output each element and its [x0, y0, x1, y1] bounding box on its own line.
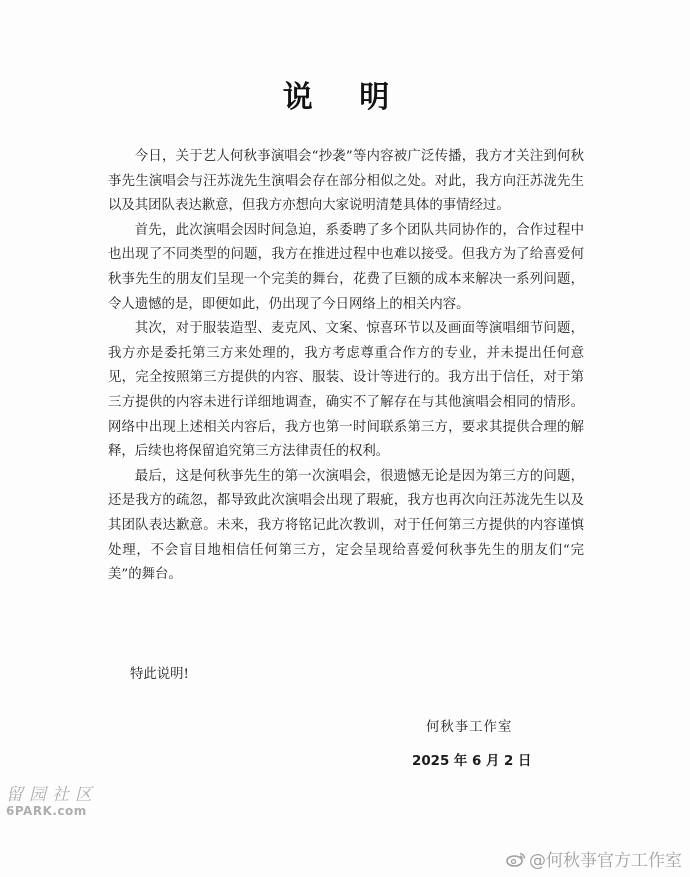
paragraph-2: 首先，此次演唱会因时间急迫，系委聘了多个团队共同协作的，合作过程中也出现了不同类型的问题，我方在推进过程中也难以接受。但我方为了给喜爱何秋亊先生的朋友们呈现一个完美的舞台，花费了巨额的成本来解决一系列问题，令人遗憾的是，即便如此，仍出现了今日网络上的相关内容。	[108, 222, 584, 312]
document-title: 说 明	[282, 80, 408, 115]
watermark-right-text: @何秋亊官方工作室	[529, 851, 682, 871]
signature-date: 2025 年 6 月 2 日	[412, 754, 532, 769]
paragraph-3: 其次，对于服装造型、麦克风、文案、惊喜环节以及画面等演唱细节问题，我方亦是委托第三方来处理的，我方考虑尊重合作方的专业，并未提出任何意见，完全按照第三方提供的内容、服装、设计等进行的。我方出于信任，对于第三方提供的内容未进行详细地调查，确实不了解存在与其他演唱会相同的情形。网络中出现上述相关内容后，我方也第一时间联系第三方，要求其提供合理的解释，后续也将保留追究第三方法律责任的权利。	[108, 321, 584, 460]
signature-organization: 何秋亊工作室	[426, 720, 513, 735]
watermark-left-en: 6PARK.com	[6, 804, 87, 818]
weibo-icon	[506, 851, 526, 867]
paragraph-1: 今日，关于艺人何秋亊演唱会“抄袭”等内容被广泛传播，我方才关注到何秋亊先生演唱会与汪苏泷先生演唱会存在部分相似之处。对此，我方向汪苏泷先生以及其团队表达歉意，但我方亦想向大家说明清楚具体的事情经过。	[108, 149, 584, 214]
watermark-left-cn: 留园社区	[6, 785, 98, 805]
paragraph-4: 最后，这是何秋亊先生的第一次演唱会，很遗憾无论是因为第三方的问题，还是我方的疏忽，都导致此次演唱会出现了瑕疵，我方也再次向汪苏泷先生以及其团队表达歉意。未来，我方将铭记此次教训，对于任何第三方提供的内容谨慎处理，不会盲目地相信任何第三方，定会呈现给喜爱何秋亊先生的朋友们“完美”的舞台。	[108, 468, 584, 583]
watermark-right	[506, 846, 682, 871]
document-body	[108, 145, 584, 588]
watermark-left	[6, 780, 106, 818]
closing-statement: 特此说明!	[130, 667, 189, 682]
